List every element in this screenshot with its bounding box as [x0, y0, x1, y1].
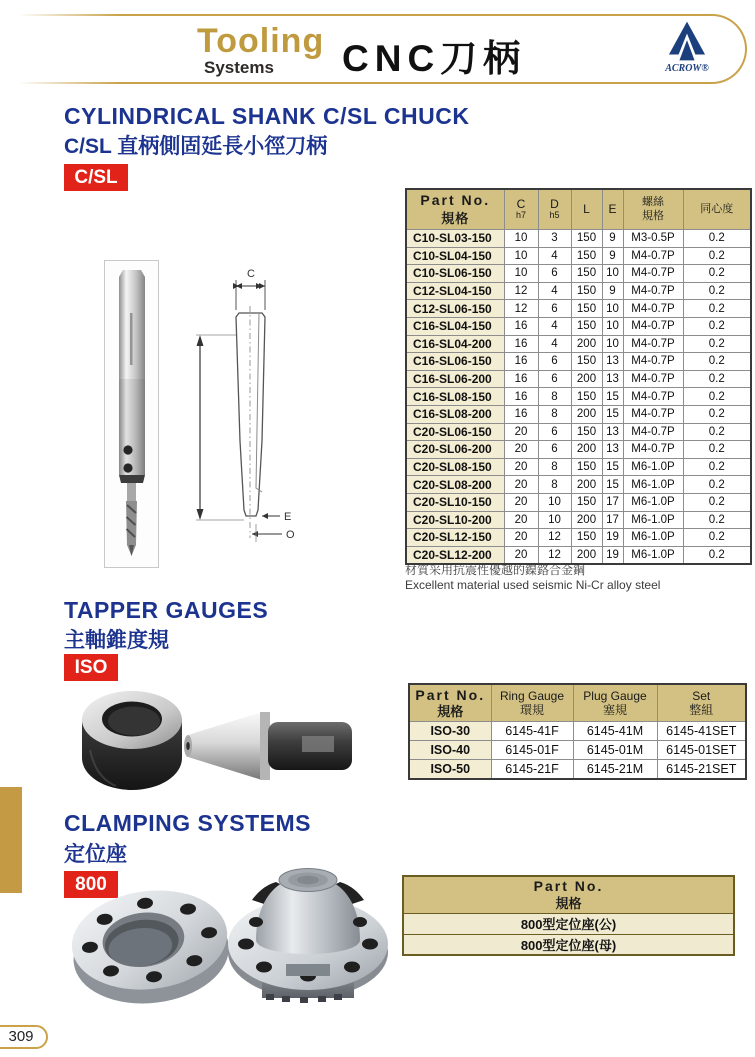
cell-l: 200: [571, 441, 602, 459]
cell-l: 150: [571, 282, 602, 300]
acrow-logo-icon: [656, 20, 718, 62]
gauge-table-row: [409, 760, 746, 779]
cell-l: 200: [571, 511, 602, 529]
cell-e: 10: [602, 335, 623, 353]
spec-table-row: [406, 388, 751, 406]
clamping-table-row: [403, 913, 734, 934]
col-header-d: D h5: [538, 189, 571, 230]
cell-screw: M4-0.7P: [623, 282, 683, 300]
cell-l: 150: [571, 529, 602, 547]
brand-subname: Systems: [204, 58, 274, 77]
cell-concentricity: 0.2: [683, 441, 751, 459]
cell-concentricity: 0.2: [683, 335, 751, 353]
cell-screw: M6-1.0P: [623, 546, 683, 564]
cell-part-no: C12-SL06-150: [406, 300, 504, 318]
cell-l: 150: [571, 317, 602, 335]
material-note-en: Excellent material used seismic Ni-Cr alloy steel: [405, 578, 661, 592]
iso-badge: ISO: [64, 654, 118, 681]
spec-table-row: [406, 511, 751, 529]
spec-table-row: [406, 353, 751, 371]
cell-e: 10: [602, 317, 623, 335]
section-title-tapper-zh: 主軸錐度規: [64, 629, 169, 652]
table-header-row: [403, 876, 734, 913]
cell-part-no: C16-SL06-150: [406, 353, 504, 371]
cell-d: 8: [538, 388, 571, 406]
cell-screw: M4-0.7P: [623, 353, 683, 371]
clamp-dome-photo: [222, 860, 394, 1012]
cell-d: 4: [538, 317, 571, 335]
cell-l: 150: [571, 265, 602, 283]
dim-label-c: C: [247, 268, 255, 280]
cell-part-no: C16-SL04-150: [406, 317, 504, 335]
col-header-concentricity: 同心度: [683, 189, 751, 230]
col-header-part: Part No. 規格: [406, 189, 504, 230]
cell-e: 19: [602, 529, 623, 547]
section-title-cylindrical-zh: C/SL 直柄側固延長小徑刀柄: [64, 135, 328, 158]
acrow-logo: [656, 20, 718, 78]
cell-screw: M6-1.0P: [623, 511, 683, 529]
material-note: [405, 563, 660, 593]
cell-c: 16: [504, 335, 538, 353]
cell-c: 10: [504, 265, 538, 283]
col-header-part: Part No. 規格: [403, 876, 734, 913]
cell-c: 12: [504, 282, 538, 300]
cell-concentricity: 0.2: [683, 300, 751, 318]
cell-part-no: C16-SL08-150: [406, 388, 504, 406]
cell-part-no: C10-SL04-150: [406, 247, 504, 265]
cell-e: 15: [602, 476, 623, 494]
cell-part-no: C10-SL06-150: [406, 265, 504, 283]
cell-ring-gauge: 6145-41F: [491, 722, 573, 741]
brand-name: Tooling: [197, 22, 325, 60]
cell-part-no: C16-SL08-200: [406, 405, 504, 423]
cell-c: 16: [504, 405, 538, 423]
cell-c: 20: [504, 423, 538, 441]
cell-d: 4: [538, 335, 571, 353]
spec-table-row: [406, 476, 751, 494]
tool-photo: [104, 260, 159, 568]
cell-concentricity: 0.2: [683, 423, 751, 441]
cell-screw: M4-0.7P: [623, 423, 683, 441]
csl-badge: C/SL: [64, 164, 128, 191]
col-header-plug-gauge: Plug Gauge 塞規: [573, 684, 657, 722]
col-header-e: E: [602, 189, 623, 230]
cell-d: 6: [538, 353, 571, 371]
cell-concentricity: 0.2: [683, 353, 751, 371]
cell-part-no: 800型定位座(母): [403, 934, 734, 955]
cell-c: 20: [504, 493, 538, 511]
section-title-tapper-en: TAPPER GAUGES: [64, 597, 269, 623]
clamping-table-row: [403, 934, 734, 955]
cell-screw: M4-0.7P: [623, 388, 683, 406]
cell-part-no: C20-SL06-150: [406, 423, 504, 441]
cell-c: 16: [504, 370, 538, 388]
spec-table-row: [406, 317, 751, 335]
page-title: CNC刀柄: [342, 38, 527, 79]
header-border-fade: [0, 10, 120, 88]
cell-part-no: C16-SL04-200: [406, 335, 504, 353]
cell-l: 150: [571, 493, 602, 511]
cell-part-no: ISO-40: [409, 741, 491, 760]
cell-e: 17: [602, 493, 623, 511]
cell-screw: M6-1.0P: [623, 476, 683, 494]
cell-plug-gauge: 6145-01M: [573, 741, 657, 760]
col-header-part: Part No. 規格: [409, 684, 491, 722]
cell-part-no: C20-SL06-200: [406, 441, 504, 459]
cell-l: 150: [571, 230, 602, 248]
cell-part-no: C20-SL10-150: [406, 493, 504, 511]
cell-part-no: 800型定位座(公): [403, 913, 734, 934]
section-title-cylindrical-en: CYLINDRICAL SHANK C/SL CHUCK: [64, 103, 470, 129]
cell-c: 20: [504, 458, 538, 476]
gauge-table-row: [409, 741, 746, 760]
cell-l: 150: [571, 247, 602, 265]
dim-label-o: O: [286, 529, 295, 541]
spec-table-row: [406, 441, 751, 459]
cell-concentricity: 0.2: [683, 247, 751, 265]
spec-table-row: [406, 493, 751, 511]
cell-screw: M4-0.7P: [623, 265, 683, 283]
cell-d: 8: [538, 458, 571, 476]
cell-l: 150: [571, 300, 602, 318]
cell-set: 6145-41SET: [657, 722, 746, 741]
spec-table-row: [406, 405, 751, 423]
cell-e: 13: [602, 353, 623, 371]
cell-c: 20: [504, 511, 538, 529]
cell-screw: M4-0.7P: [623, 335, 683, 353]
cell-concentricity: 0.2: [683, 458, 751, 476]
spec-table-row: [406, 247, 751, 265]
cell-d: 12: [538, 546, 571, 564]
cell-e: 19: [602, 546, 623, 564]
cell-ring-gauge: 6145-21F: [491, 760, 573, 779]
cell-set: 6145-21SET: [657, 760, 746, 779]
cell-c: 12: [504, 300, 538, 318]
spec-table-row: [406, 300, 751, 318]
cell-concentricity: 0.2: [683, 476, 751, 494]
cell-e: 15: [602, 388, 623, 406]
cell-e: 10: [602, 300, 623, 318]
cell-screw: M6-1.0P: [623, 458, 683, 476]
cell-e: 15: [602, 405, 623, 423]
cell-concentricity: 0.2: [683, 265, 751, 283]
cell-screw: M3-0.5P: [623, 230, 683, 248]
col-header-screw: 螺絲 規格: [623, 189, 683, 230]
cell-plug-gauge: 6145-41M: [573, 722, 657, 741]
cell-part-no: C20-SL12-150: [406, 529, 504, 547]
section-title-clamping-zh: 定位座: [64, 843, 127, 866]
cell-l: 150: [571, 458, 602, 476]
gauge-table-row: [409, 722, 746, 741]
col-header-set: Set 整組: [657, 684, 746, 722]
cell-d: 6: [538, 423, 571, 441]
cell-screw: M6-1.0P: [623, 529, 683, 547]
cell-d: 10: [538, 493, 571, 511]
cell-concentricity: 0.2: [683, 370, 751, 388]
cell-e: 13: [602, 441, 623, 459]
cell-screw: M4-0.7P: [623, 317, 683, 335]
cell-screw: M4-0.7P: [623, 405, 683, 423]
cell-concentricity: 0.2: [683, 405, 751, 423]
acrow-logo-text: ACROW®: [665, 63, 709, 74]
section-title-clamping-en: CLAMPING SYSTEMS: [64, 810, 311, 836]
cell-concentricity: 0.2: [683, 529, 751, 547]
badge-800: 800: [64, 871, 118, 898]
cell-l: 200: [571, 335, 602, 353]
table-header-row: [409, 684, 746, 722]
clamping-table: [402, 875, 735, 956]
cell-part-no: C10-SL03-150: [406, 230, 504, 248]
cell-c: 10: [504, 230, 538, 248]
cell-l: 200: [571, 476, 602, 494]
cell-part-no: C20-SL10-200: [406, 511, 504, 529]
cell-l: 200: [571, 370, 602, 388]
cell-l: 150: [571, 423, 602, 441]
spec-table-row: [406, 230, 751, 248]
cell-d: 3: [538, 230, 571, 248]
cell-part-no: C16-SL06-200: [406, 370, 504, 388]
cylindrical-spec-table: [405, 188, 752, 565]
cell-concentricity: 0.2: [683, 230, 751, 248]
cell-ring-gauge: 6145-01F: [491, 741, 573, 760]
spec-table-row: [406, 458, 751, 476]
cell-screw: M4-0.7P: [623, 247, 683, 265]
cell-part-no: ISO-30: [409, 722, 491, 741]
spec-table-row: [406, 370, 751, 388]
cell-e: 17: [602, 511, 623, 529]
spec-table-row: [406, 335, 751, 353]
cell-concentricity: 0.2: [683, 511, 751, 529]
table-header-row: [406, 189, 751, 230]
spec-table-row: [406, 282, 751, 300]
cell-c: 20: [504, 546, 538, 564]
cell-concentricity: 0.2: [683, 493, 751, 511]
spec-table-row: [406, 265, 751, 283]
cell-l: 200: [571, 405, 602, 423]
cell-c: 16: [504, 317, 538, 335]
cell-part-no: C20-SL08-200: [406, 476, 504, 494]
cell-c: 10: [504, 247, 538, 265]
cell-screw: M4-0.7P: [623, 300, 683, 318]
col-header-ring-gauge: Ring Gauge 環規: [491, 684, 573, 722]
cell-l: 150: [571, 388, 602, 406]
cell-d: 6: [538, 300, 571, 318]
dim-label-e: E: [284, 511, 292, 523]
cell-c: 20: [504, 476, 538, 494]
cell-concentricity: 0.2: [683, 546, 751, 564]
cell-set: 6145-01SET: [657, 741, 746, 760]
material-note-zh: 材質采用抗震性優越的鎳鉻合金鋼: [405, 563, 586, 577]
cell-e: 9: [602, 230, 623, 248]
cell-d: 12: [538, 529, 571, 547]
cell-e: 9: [602, 247, 623, 265]
cell-c: 20: [504, 441, 538, 459]
spec-table-row: [406, 423, 751, 441]
clamp-ring-photo: [66, 878, 234, 1016]
ring-gauge-photo: [76, 686, 188, 796]
cell-part-no: C12-SL04-150: [406, 282, 504, 300]
cell-d: 4: [538, 282, 571, 300]
cell-c: 16: [504, 388, 538, 406]
cell-e: 15: [602, 458, 623, 476]
cell-part-no: C20-SL12-200: [406, 546, 504, 564]
cell-d: 6: [538, 441, 571, 459]
cell-d: 8: [538, 476, 571, 494]
cell-part-no: ISO-50: [409, 760, 491, 779]
cell-concentricity: 0.2: [683, 282, 751, 300]
page-number: 309: [0, 1025, 48, 1049]
cell-d: 8: [538, 405, 571, 423]
cell-c: 16: [504, 353, 538, 371]
cell-l: 200: [571, 546, 602, 564]
tapper-gauge-table: [408, 683, 747, 780]
cell-concentricity: 0.2: [683, 317, 751, 335]
cell-c: 20: [504, 529, 538, 547]
cell-concentricity: 0.2: [683, 388, 751, 406]
cell-l: 150: [571, 353, 602, 371]
cell-screw: M4-0.7P: [623, 370, 683, 388]
cell-d: 6: [538, 370, 571, 388]
tool-drawing: [184, 266, 304, 558]
spec-table-row: [406, 529, 751, 547]
cell-d: 4: [538, 247, 571, 265]
cell-screw: M6-1.0P: [623, 493, 683, 511]
cell-e: 13: [602, 370, 623, 388]
cell-e: 10: [602, 265, 623, 283]
spec-table-row: [406, 546, 751, 564]
col-header-l: L: [571, 189, 602, 230]
col-header-c: C h7: [504, 189, 538, 230]
cell-d: 10: [538, 511, 571, 529]
cell-part-no: C20-SL08-150: [406, 458, 504, 476]
cell-d: 6: [538, 265, 571, 283]
cell-e: 9: [602, 282, 623, 300]
cell-screw: M4-0.7P: [623, 441, 683, 459]
plug-gauge-photo: [182, 698, 362, 792]
page-edge-tab: [0, 787, 22, 893]
cell-plug-gauge: 6145-21M: [573, 760, 657, 779]
cell-e: 13: [602, 423, 623, 441]
